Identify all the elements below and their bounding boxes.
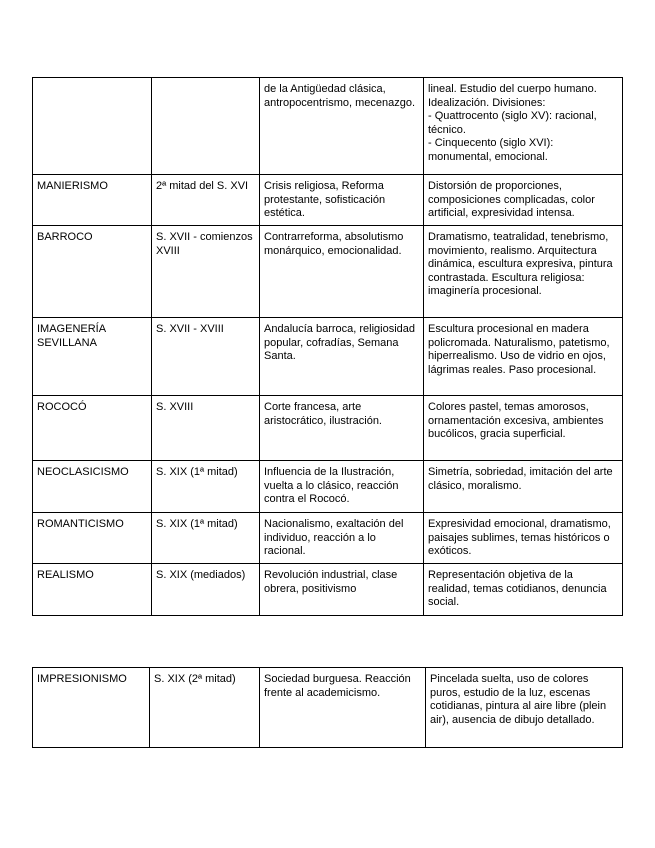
features-cell — [424, 78, 623, 175]
movement-cell — [33, 78, 152, 175]
features-cell: Expresividad emocional, dramatismo, paisajes sublimes, temas históricos o exóticos. — [424, 513, 623, 564]
table-row — [33, 513, 623, 564]
table-row — [33, 668, 623, 748]
context-cell: de la Antigüedad clásica, antropocentrismo, mecenazgo. — [260, 78, 424, 175]
table-row — [33, 78, 623, 175]
movement-cell: MANIERISMO — [33, 175, 152, 226]
features-cell: Simetría, sobriedad, imitación del arte clásico, moralismo. — [424, 461, 623, 513]
features-cell: Pincelada suelta, uso de colores puros, estudio de la luz, escenas cotidianas, pintura al aire libre (plein air), ausencia de dibujo detallado. — [426, 668, 623, 748]
period-cell: S. XVII - XVIII — [152, 318, 260, 396]
movement-cell: IMAGENERÍA SEVILLANA — [33, 318, 152, 396]
table-row — [33, 461, 623, 513]
movement-cell: IMPRESIONISMO — [33, 668, 150, 748]
features-cell: Escultura procesional en madera policromada. Naturalismo, patetismo, hiperrealismo. Uso de vidrio en ojos, lágrimas reales. Paso procesional. — [424, 318, 623, 396]
features-cell: Dramatismo, teatralidad, tenebrismo, movimiento, realismo. Arquitectura dinámica, escultura expresiva, pintura contrastada. Escultura religiosa: imaginería procesional. — [424, 226, 623, 318]
features-cell: Distorsión de proporciones, composiciones complicadas, color artificial, expresividad intensa. — [424, 175, 623, 226]
context-cell: Contrarreforma, absolutismo monárquico, emocionalidad. — [260, 226, 424, 318]
context-cell: Crisis religiosa, Reforma protestante, sofisticación estética. — [260, 175, 424, 226]
movement-cell: ROMANTICISMO — [33, 513, 152, 564]
context-cell: Andalucía barroca, religiosidad popular, cofradías, Semana Santa. — [260, 318, 424, 396]
movement-cell: ROCOCÓ — [33, 396, 152, 461]
features-line: - Cinquecento (siglo XVI): monumental, emocional. — [428, 137, 554, 163]
period-cell: S. XVIII — [152, 396, 260, 461]
context-cell: Revolución industrial, clase obrera, positivismo — [260, 564, 424, 616]
context-cell: Corte francesa, arte aristocrático, ilustración. — [260, 396, 424, 461]
table-row — [33, 396, 623, 461]
movement-cell: NEOCLASICISMO — [33, 461, 152, 513]
context-cell: Sociedad burguesa. Reacción frente al academicismo. — [260, 668, 426, 748]
table-row — [33, 175, 623, 226]
features-cell: Representación objetiva de la realidad, temas cotidianos, denuncia social. — [424, 564, 623, 616]
table-row — [33, 226, 623, 318]
period-cell: S. XIX (1ª mitad) — [152, 461, 260, 513]
context-cell: Nacionalismo, exaltación del individuo, reacción a lo racional. — [260, 513, 424, 564]
period-cell: S. XIX (mediados) — [152, 564, 260, 616]
period-cell: S. XVII - comienzos XVIII — [152, 226, 260, 318]
movement-cell: BARROCO — [33, 226, 152, 318]
impressionism-table — [32, 667, 623, 748]
movement-cell: REALISMO — [33, 564, 152, 616]
art-movements-table — [32, 77, 623, 616]
period-cell: S. XIX (1ª mitad) — [152, 513, 260, 564]
features-line: - Quattrocento (siglo XV): racional, técnico. — [428, 110, 597, 136]
table-row — [33, 318, 623, 396]
context-cell: Influencia de la Ilustración, vuelta a lo clásico, reacción contra el Rococó. — [260, 461, 424, 513]
features-cell: Colores pastel, temas amorosos, ornamentación excesiva, ambientes bucólicos, gracia superficial. — [424, 396, 623, 461]
period-cell: 2ª mitad del S. XVI — [152, 175, 260, 226]
features-line: lineal. Estudio del cuerpo humano. Idealización. Divisiones: — [428, 83, 597, 109]
period-cell — [152, 78, 260, 175]
table-row — [33, 564, 623, 616]
period-cell: S. XIX (2ª mitad) — [150, 668, 260, 748]
